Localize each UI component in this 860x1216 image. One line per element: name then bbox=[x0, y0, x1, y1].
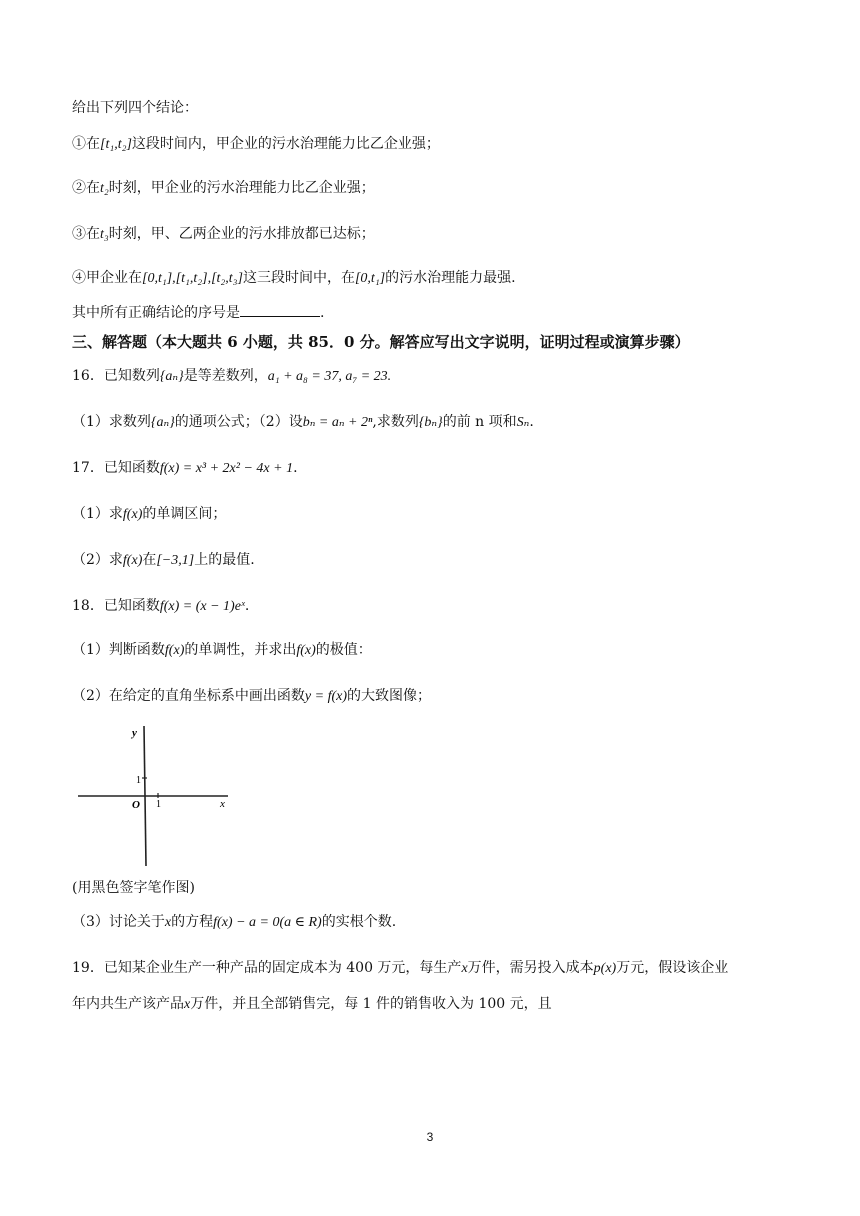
q19-line2: 年内共生产该产品x万件，并且全部销售完，每 1 件的销售收入为 100 元，且 bbox=[72, 996, 552, 1012]
coordinate-axes-diagram bbox=[76, 716, 236, 872]
q16-parts: （1）求数列{aₙ}的通项公式；（2）设bₙ = aₙ + 2ⁿ,求数列{bₙ}的前 n 项和Sₙ. bbox=[72, 414, 534, 430]
q18-note: (用黑色签字笔作图) bbox=[72, 880, 195, 896]
q17-stem: 17．已知函数f(x) = x³ + 2x² − 4x + 1. bbox=[72, 460, 298, 476]
y-axis bbox=[144, 726, 146, 866]
intro-text: 给出下列四个结论： bbox=[72, 100, 198, 116]
page-number: 3 bbox=[426, 1130, 434, 1144]
y-one-label: 1 bbox=[136, 775, 141, 786]
conclusion-1: ①在[t₁,t₂]这段时间内，甲企业的污水治理能力比乙企业强； bbox=[72, 136, 440, 152]
conclusion-4: ④甲企业在[0,t₁],[t₁,t₂],[t₂,t₃]这三段时间中，在[0,t₁]的污水治理能力最强. bbox=[72, 270, 516, 286]
q17-part1: （1）求f(x)的单调区间； bbox=[72, 506, 227, 522]
conclusion-2: ②在t₂时刻，甲企业的污水治理能力比乙企业强； bbox=[72, 180, 375, 196]
x-one-label: 1 bbox=[156, 799, 161, 810]
q18-stem: 18．已知函数f(x) = (x − 1)eˣ. bbox=[72, 598, 250, 614]
y-axis-label: y bbox=[132, 727, 137, 739]
x-axis-label: x bbox=[220, 798, 225, 810]
q16-stem: 16．已知数列{aₙ}是等差数列，a₁ + a₈ = 37, a₇ = 23. bbox=[72, 368, 392, 384]
q17-part2: （2）求f(x)在[−3,1]上的最值. bbox=[72, 552, 255, 568]
section-title: 三、解答题（本大题共 6 小题，共 85．0 分。解答应写出文字说明，证明过程或演算步骤） bbox=[72, 333, 690, 351]
q18-part3: （3）讨论关于x的方程f(x) − a = 0(a ∈ R)的实根个数. bbox=[72, 914, 397, 930]
answer-blank bbox=[240, 302, 320, 317]
origin-label: O bbox=[132, 799, 140, 811]
conclusion-3: ③在t₃时刻，甲、乙两企业的污水排放都已达标； bbox=[72, 226, 375, 242]
q19-line1: 19．已知某企业生产一种产品的固定成本为 400 万元，每生产x万件，需另投入成本p(x)万元，假设该企业 bbox=[72, 960, 729, 976]
answer-prompt: 其中所有正确结论的序号是 . bbox=[72, 302, 324, 323]
q18-part2: （2）在给定的直角坐标系中画出函数y = f(x)的大致图像； bbox=[72, 688, 431, 704]
q18-part1: （1）判断函数f(x)的单调性，并求出f(x)的极值： bbox=[72, 642, 372, 658]
